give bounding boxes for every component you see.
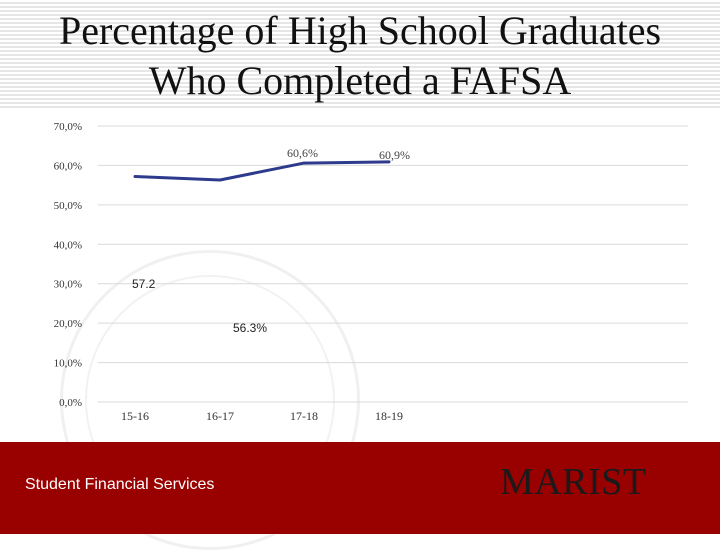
data-point xyxy=(134,175,137,178)
data-label: 60,6% xyxy=(287,146,318,160)
y-tick-label: 0,0% xyxy=(59,397,82,409)
y-tick-label: 30,0% xyxy=(53,278,82,291)
x-tick-label: 15-16 xyxy=(121,409,149,423)
line-chart xyxy=(0,110,720,442)
y-tick-label: 40,0% xyxy=(53,239,82,252)
y-tick-label: 10,0% xyxy=(53,357,82,370)
marist-logo: MARIST xyxy=(500,461,647,503)
department-label: Student Financial Services xyxy=(25,476,215,493)
x-tick-label: 17-18 xyxy=(290,409,318,423)
series-line xyxy=(135,162,389,180)
y-tick-label: 70,0% xyxy=(53,121,82,133)
y-tick-label: 20,0% xyxy=(53,318,82,331)
data-label: 56.3% xyxy=(233,321,268,335)
data-label: 57.2 xyxy=(132,277,156,291)
chart-area xyxy=(0,110,720,442)
data-point xyxy=(219,179,222,182)
page-title xyxy=(0,6,720,106)
x-tick-label: 16-17 xyxy=(206,409,234,423)
title-line-1: Percentage of High School Graduates xyxy=(58,8,662,53)
data-label: 60,9% xyxy=(379,148,410,162)
data-point xyxy=(303,162,306,165)
x-tick-label: 18-19 xyxy=(375,409,403,423)
y-tick-label: 60,0% xyxy=(53,160,82,173)
footer-bar xyxy=(0,442,720,534)
title-line-2: Who Completed a FAFSA xyxy=(148,58,572,103)
y-tick-label: 50,0% xyxy=(53,199,82,212)
